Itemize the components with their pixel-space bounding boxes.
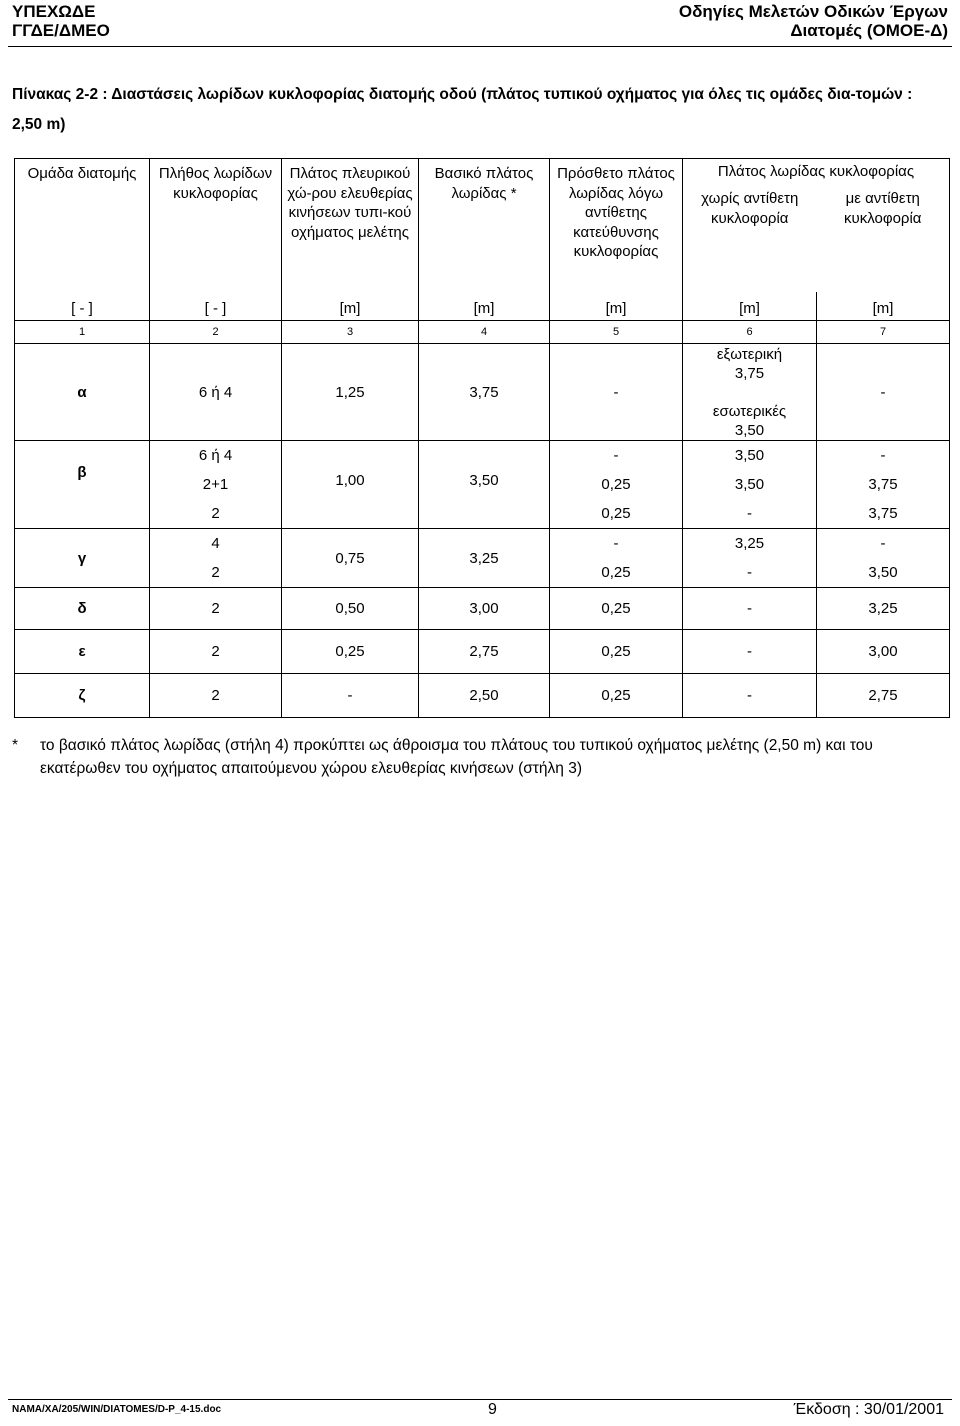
- width-with-opposing-cell: -: [817, 344, 950, 441]
- document-subtitle: Διατομές (ΟΜΟΕ-Δ): [790, 21, 948, 40]
- unit-cell: [ - ]: [150, 292, 282, 321]
- basic-width-cell: 2,50: [419, 674, 550, 718]
- footnote: [12, 734, 947, 780]
- width-with-opposing-cell: 3,00: [817, 630, 950, 674]
- inner-lanes-label: εσωτερικές: [712, 402, 787, 420]
- col4-header: Βασικό πλάτος λωρίδας *: [419, 159, 550, 293]
- lane-dimensions-table: [14, 158, 950, 718]
- side-clearance-cell: 0,75: [282, 529, 419, 588]
- footnote-marker: *: [12, 737, 19, 754]
- table-row-alpha: [15, 344, 950, 441]
- lanes-cell: 2+1: [150, 470, 282, 499]
- department-name: ΓΓΔΕ/ΔΜΕΟ: [12, 21, 110, 40]
- additional-width-cell: -: [550, 344, 683, 441]
- header-row: [15, 159, 950, 187]
- col3-header: Πλάτος πλευρικού χώ-ρου ελευθερίας κινήσεων τυπι-κού οχήματος μελέτης: [282, 159, 419, 293]
- width-with-opposing-cell: 2,75: [817, 674, 950, 718]
- width-with-opposing-cell: 3,25: [817, 588, 950, 630]
- basic-width-cell: 3,75: [419, 344, 550, 441]
- units-row: [15, 292, 950, 321]
- additional-width-cell: 0,25: [550, 588, 683, 630]
- additional-width-cell: 0,25: [550, 558, 683, 588]
- additional-width-cell: -: [550, 441, 683, 471]
- width-with-opposing-cell: -: [817, 529, 950, 559]
- width-without-opposing-cell: 3,50: [683, 470, 817, 499]
- outer-lane-label: εξωτερική: [716, 345, 783, 363]
- header-right: [679, 2, 948, 40]
- column-number: 2: [150, 321, 282, 344]
- side-clearance-cell: 1,00: [282, 441, 419, 529]
- side-clearance-cell: 1,25: [282, 344, 419, 441]
- header-left: [12, 2, 110, 40]
- unit-cell: [m]: [817, 292, 950, 321]
- footer-file-path: NAMA/XA/205/WIN/DIATOMES/D-P_4-15.doc: [12, 1404, 222, 1415]
- additional-width-cell: 0,25: [550, 499, 683, 529]
- side-clearance-cell: -: [282, 674, 419, 718]
- table-row-epsilon: [15, 630, 950, 674]
- lanes-cell: 2: [150, 558, 282, 588]
- column-number: 5: [550, 321, 683, 344]
- width-with-opposing-cell: 3,75: [817, 499, 950, 529]
- footnote-text: το βασικό πλάτος λωρίδας (στήλη 4) προκύπτει ως άθροισμα του πλάτους του τυπικού οχήματος μελέτης (2,50 m) και του εκατέρωθεν του οχήματος απαιτούμενου χώρου ελευθερίας κινήσεων (στήλη 3): [40, 737, 873, 777]
- group-label: δ: [15, 588, 150, 630]
- unit-cell: [m]: [282, 292, 419, 321]
- edition-date: Έκδοση : 30/01/2001: [793, 1401, 944, 1418]
- table-row-beta-1: [15, 441, 950, 471]
- lanes-cell: 6 ή 4: [150, 441, 282, 471]
- width-with-opposing-cell: 3,75: [817, 470, 950, 499]
- width-without-opposing-cell: [683, 344, 817, 441]
- lanes-cell: 6 ή 4: [150, 344, 282, 441]
- side-clearance-cell: 0,50: [282, 588, 419, 630]
- width-without-opposing-cell: -: [683, 674, 817, 718]
- table-row-zeta: [15, 674, 950, 718]
- basic-width-cell: 3,50: [419, 441, 550, 529]
- table-caption: Πίνακας 2-2 : Διαστάσεις λωρίδων κυκλοφορίας διατομής οδού (πλάτος τυπικού οχήματος για όλες τις ομάδες δια-τομών : 2,50 m): [12, 86, 913, 133]
- group-label: α: [15, 344, 150, 441]
- unit-cell: [m]: [550, 292, 683, 321]
- width-with-opposing-cell: 3,50: [817, 558, 950, 588]
- additional-width-cell: 0,25: [550, 470, 683, 499]
- width-without-opposing-cell: -: [683, 499, 817, 529]
- col1-header: Ομάδα διατομής: [15, 159, 150, 293]
- lanes-cell: 2: [150, 674, 282, 718]
- width-without-opposing-cell: -: [683, 588, 817, 630]
- column-number: 3: [282, 321, 419, 344]
- unit-cell: [ - ]: [15, 292, 150, 321]
- column-numbers-row: [15, 321, 950, 344]
- column-number: 7: [817, 321, 950, 344]
- lanes-cell: 2: [150, 630, 282, 674]
- lanes-cell: 4: [150, 529, 282, 559]
- col7-header: με αντίθετη κυκλοφορία: [817, 186, 950, 292]
- table-row-gamma-1: [15, 529, 950, 559]
- additional-width-cell: 0,25: [550, 674, 683, 718]
- width-without-opposing-cell: -: [683, 630, 817, 674]
- group-label: β: [15, 441, 150, 529]
- col2-header: Πλήθος λωρίδων κυκλοφορίας: [150, 159, 282, 293]
- document-title: Οδηγίες Μελετών Οδικών Έργων: [678, 2, 948, 21]
- inner-lanes-value: 3,50: [734, 421, 765, 439]
- group-label: ζ: [15, 674, 150, 718]
- additional-width-cell: -: [550, 529, 683, 559]
- column-number: 1: [15, 321, 150, 344]
- lanes-cell: 2: [150, 499, 282, 529]
- page-number: 9: [488, 1401, 497, 1418]
- width-without-opposing-cell: -: [683, 558, 817, 588]
- footer-rule: [8, 1399, 952, 1400]
- column-number: 6: [683, 321, 817, 344]
- table-row-delta: [15, 588, 950, 630]
- col67-header: Πλάτος λωρίδας κυκλοφορίας: [683, 159, 950, 187]
- ministry-name: ΥΠΕΧΩΔΕ: [12, 2, 96, 21]
- additional-width-cell: 0,25: [550, 630, 683, 674]
- unit-cell: [m]: [683, 292, 817, 321]
- side-clearance-cell: 0,25: [282, 630, 419, 674]
- lanes-cell: 2: [150, 588, 282, 630]
- basic-width-cell: 3,25: [419, 529, 550, 588]
- group-label: ε: [15, 630, 150, 674]
- width-without-opposing-cell: 3,50: [683, 441, 817, 471]
- unit-cell: [m]: [419, 292, 550, 321]
- header-rule: [8, 46, 952, 47]
- basic-width-cell: 2,75: [419, 630, 550, 674]
- group-label: γ: [15, 529, 150, 588]
- column-number: 4: [419, 321, 550, 344]
- col6-header: χωρίς αντίθετη κυκλοφορία: [683, 186, 817, 292]
- outer-lane-value: 3,75: [734, 364, 765, 382]
- width-with-opposing-cell: -: [817, 441, 950, 471]
- col5-header: Πρόσθετο πλάτος λωρίδας λόγω αντίθετης κατεύθυνσης κυκλοφορίας: [550, 159, 683, 293]
- basic-width-cell: 3,00: [419, 588, 550, 630]
- width-without-opposing-cell: 3,25: [683, 529, 817, 559]
